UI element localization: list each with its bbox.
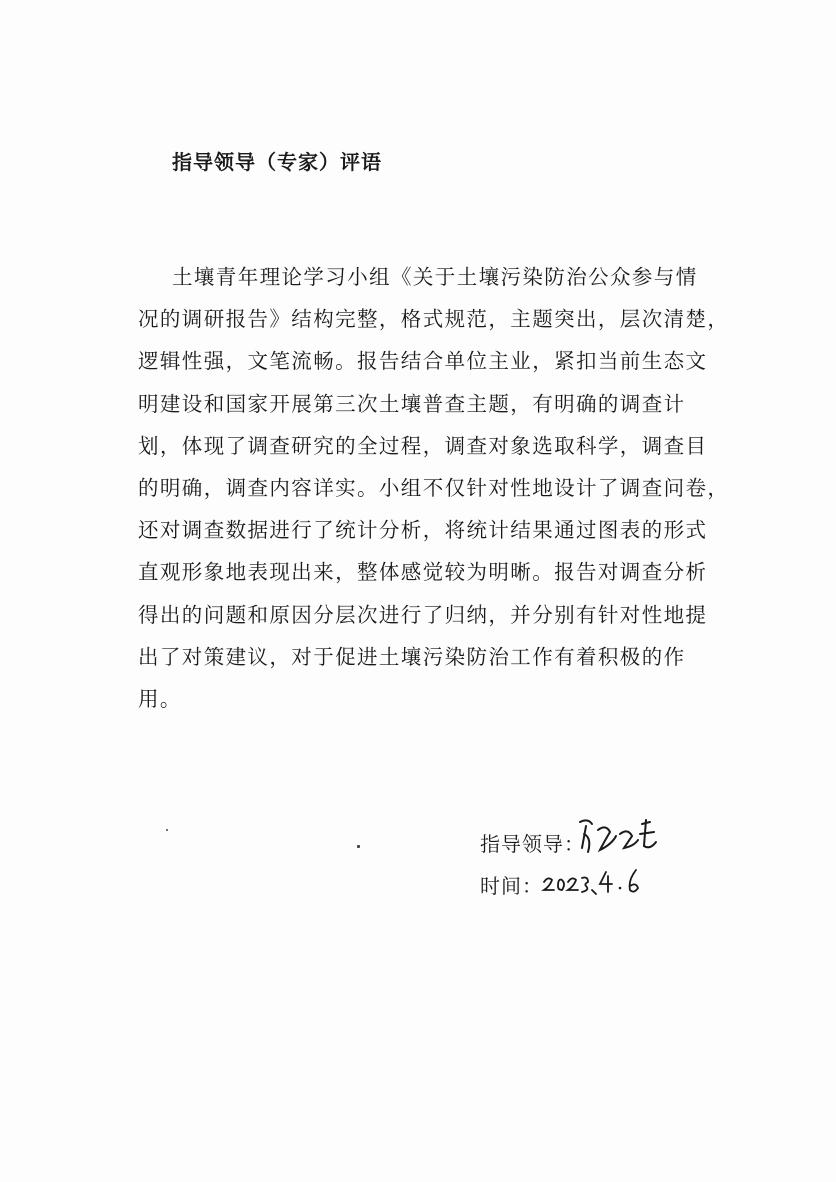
leader-label: 指导领导：: [480, 832, 585, 856]
comment-paragraph: [138, 256, 728, 720]
handwritten-signature: [572, 812, 664, 860]
paragraph-line: 出了对策建议，对于促进土壤污染防治工作有着积极的作: [138, 644, 686, 669]
paragraph-line: 况的调研报告》结构完整，格式规范，主题突出，层次清楚，: [138, 307, 730, 332]
paragraph-line: 还对调查数据进行了统计分析，将统计结果通过图表的形式: [138, 518, 708, 543]
time-label: 时间：: [480, 874, 543, 898]
section-heading: 指导领导（专家）评语: [172, 150, 382, 174]
paragraph-line: 划，体现了调查研究的全过程，调查对象选取科学，调查目: [138, 433, 708, 458]
scan-speck: [166, 829, 168, 831]
scan-speck: [357, 845, 360, 848]
paragraph-line: 明建设和国家开展第三次土壤普查主题，有明确的调查计: [138, 391, 686, 416]
paragraph-line: 用。: [138, 686, 182, 711]
paragraph-line: 土壤青年理论学习小组《关于土壤污染防治公众参与情: [172, 265, 698, 289]
paragraph-line: 逻辑性强，文笔流畅。报告结合单位主业，紧扣当前生态文: [138, 349, 708, 374]
paragraph-line: 得出的问题和原因分层次进行了归纳，并分别有针对性地提: [138, 602, 708, 627]
paragraph-line: 直观形象地表现出来，整体感觉较为明晰。报告对调查分析: [138, 560, 708, 585]
handwritten-date: [540, 864, 650, 900]
paragraph-line: 的明确，调查内容详实。小组不仅针对性地设计了调查问卷，: [138, 475, 730, 500]
